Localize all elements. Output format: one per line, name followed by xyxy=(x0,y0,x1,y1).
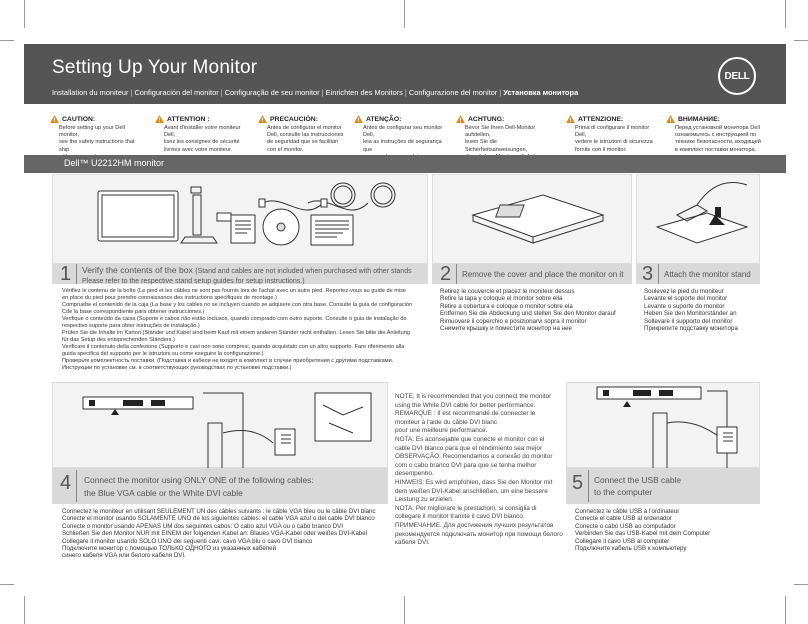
step5-line: Conecte el cable USB al ordenador xyxy=(575,515,672,523)
step-separator xyxy=(76,470,77,502)
step4-title-line1: Connect the monitor using ONLY ONE of the following cables: xyxy=(84,475,314,485)
caution-it xyxy=(566,115,661,154)
crop-mark xyxy=(404,0,405,28)
caution-line: Bevor Sie Ihren Dell-Monitor aufstellen, xyxy=(465,125,536,139)
note-line: collegare il monitor tramite il cavo DVI bianco. xyxy=(395,513,525,521)
caution-label: PRECAUCIÓN: xyxy=(270,115,318,123)
step1-line: respectivo suporte para obter instruções de instalação.) xyxy=(62,323,200,329)
caution-line: livrées avec votre moniteur. xyxy=(164,146,233,153)
note-line: Leistung zu erzielen. xyxy=(395,496,454,504)
step3-text xyxy=(644,288,738,332)
note-line: рекомендуется подключать монитор при помощи белого xyxy=(395,530,563,538)
step2-line: Retire la tapa y coloque el monitor sobre ella xyxy=(440,295,563,303)
note-line: pour une meilleure performance. xyxy=(395,427,488,435)
crop-mark xyxy=(785,596,786,624)
step2-line: Retire a cobertura e coloque o monitor sobre ela xyxy=(440,302,573,310)
caution-line: Prima di configurare il monitor Dell, xyxy=(575,125,650,139)
caution-line: Before setting up your Dell monitor, xyxy=(59,125,125,139)
step4-number: 4 xyxy=(60,472,72,494)
note-line: HINWEIS: Es wird empfohlen, dass Sie den Monitor mit xyxy=(395,478,553,486)
crop-mark xyxy=(404,596,405,624)
step1-line: en place du pied pour prendre connaissance des instructions spécifiques de montage.) xyxy=(62,295,277,301)
caution-line: fornite con il monitor. xyxy=(575,146,627,153)
note-line: desempenho. xyxy=(395,470,434,478)
step2-line: Entfernen Sie die Abdeckung und stellen Sie den Monitor darauf xyxy=(440,310,616,318)
step-separator xyxy=(456,264,457,284)
note-line: кабеля DVI. xyxy=(395,539,430,547)
crop-mark xyxy=(794,40,808,41)
warning-icon xyxy=(456,115,465,123)
step5-line: Conecte o cabo USB ao computador xyxy=(575,522,676,530)
caution-line: vedere le istruzioni di sicurezza xyxy=(575,139,653,146)
warning-icon xyxy=(666,115,675,123)
caution-ru xyxy=(666,115,776,154)
warning-icon xyxy=(155,115,164,123)
step2-line: Retirez le couvercle et placez le moniteur dessus xyxy=(440,288,575,295)
step1-title-note: (Stand and cables are not included when purchased with other stands xyxy=(195,268,412,275)
crop-mark xyxy=(794,584,808,585)
step3-line: Soulevez le pied du moniteur xyxy=(644,288,724,295)
subtitle-pt: Configuração de seu monitor xyxy=(224,88,320,97)
language-subtitles: Installation du moniteur | Configuración del monitor | Configuração de seu monitor | Einrichten des Monitors | Configurazione del monitor | Установка монитора xyxy=(52,88,579,97)
note-line: moniteur à l'aide du câble DVI blanc xyxy=(395,418,498,426)
step1-line: Инструкции по установке см. в соответствующих руководствах по установке подставки.) xyxy=(62,365,292,371)
step3-line: Прикрепите подставку монитора xyxy=(644,325,738,333)
step5-line: Подключите кабель USB к компьютеру xyxy=(575,545,687,553)
caution-line: технике безопасности, входящей xyxy=(675,139,761,146)
step1-line: Prüfen Sie die Inhalte im Karton (Ständer und Kabel sind beim Kauf mit einem anderen Ständer nicht enthalten. Lesen Sie bitte die Anleitung xyxy=(62,330,410,336)
step2-illustration xyxy=(432,174,632,264)
box-contents-illustration xyxy=(53,175,429,265)
caution-label: CAUTION: xyxy=(62,115,96,123)
step2-line: Снимите крышку и поместите монитор на нее xyxy=(440,325,572,333)
warning-icon xyxy=(258,115,267,123)
step4-line: синего кабеля VGA или белого кабеля DVI. xyxy=(62,552,186,560)
step3-illustration xyxy=(636,174,760,264)
step4-illustration xyxy=(52,382,388,468)
note-line: dem weißen DVI-Kabel anschließen, um eine bessere xyxy=(395,487,548,495)
step5-illustration xyxy=(566,382,760,468)
subtitle-de: Einrichten des Monitors xyxy=(325,88,403,97)
subtitle-fr: Installation du moniteur xyxy=(52,88,129,97)
step4-line: Connectez le moniteur en utilisant SEULEMENT UN des câbles suivants : le câble VGA bleu ou le câble DVI blanc xyxy=(62,508,376,515)
step1-illustration xyxy=(52,174,428,264)
caution-line: lesen Sie die Sicherheitsanweisungen, xyxy=(465,139,528,153)
crop-mark xyxy=(24,0,25,28)
caution-line: Antes de configurar el monitor xyxy=(267,125,342,131)
step-separator xyxy=(658,264,659,284)
step1-line: Compruebe el contenido de la caja (La base y los cables no se incluyen cuando se adquiere con otra base. Consulte la guía de configuración xyxy=(62,302,413,308)
step3-line: Heben Sie den Monitorständer an xyxy=(644,310,737,318)
connect-cable-illustration xyxy=(53,383,389,469)
step1-title-main: Verify the contents of the box xyxy=(82,265,193,275)
step2-number: 2 xyxy=(440,263,452,285)
caution-line: leia as instruções de segurança que xyxy=(363,139,442,153)
attach-stand-illustration xyxy=(637,175,761,265)
caution-label: ATTENTION : xyxy=(167,115,210,123)
step5-line: Collegare il cavo USB al computer xyxy=(575,537,670,545)
note-line: using the White DVI cable for better performance. xyxy=(395,401,536,409)
step1-line: guida specifica del supporto per le istruzioni su come eseguire la configurazione.) xyxy=(62,351,264,357)
crop-mark xyxy=(785,0,786,28)
step3-line: Sollevare il supporto del monitor xyxy=(644,317,733,325)
step-separator xyxy=(76,264,77,284)
caution-label: ACHTUNG: xyxy=(468,115,505,123)
note-line: ПРИМЕЧАНИЕ. Для достижения лучших результатов xyxy=(395,521,554,529)
caution-label: ATENÇÃO: xyxy=(366,115,402,123)
step4-line: Conecte o monitor usando APENAS UM dos seguintes cabos: O cabo azul VGA ou o cabo branco DVI xyxy=(62,522,344,530)
caution-line: de seguridad que se facilitan xyxy=(267,139,339,146)
step1-line: Cde la base correspondiente para obtener instrucciones.) xyxy=(62,309,205,315)
subtitle-it: Configurazione del monitor xyxy=(408,88,498,97)
dell-logo xyxy=(718,57,756,95)
step4-line: Schließen Sie den Monitor NUR mit EINEM der folgenden Kabel an: Blaues VGA-Kabel oder weißes DVI-Kabel xyxy=(62,530,368,538)
caution-label: ВНИМАНИЕ: xyxy=(678,115,720,123)
caution-line: Dell, consulte las instrucciones xyxy=(267,132,344,139)
step4-title-line2: the Blue VGA cable or the White DVI cable xyxy=(84,488,243,498)
warning-icon xyxy=(354,115,363,123)
step3-line: Levante el soporte del monitor xyxy=(644,295,728,303)
crop-mark xyxy=(0,40,14,41)
step4-line: Подключите монитор с помощью ТОЛЬКО ОДНОГО из указанных кабелей xyxy=(62,545,277,553)
step5-line: Connectez le câble USB à l'ordinateur xyxy=(575,508,680,515)
logo-text: DELL xyxy=(724,70,750,82)
step5-title-line2: to the computer xyxy=(594,487,653,497)
note-line: com o cabo branco DVI para que se tenha melhor xyxy=(395,461,537,469)
caution-line: con el monitor. xyxy=(267,146,304,153)
warning-icon xyxy=(50,115,59,123)
step2-title: Remove the cover and place the monitor on it xyxy=(462,270,624,279)
step2-line: Rimuovere il coperchio e posizionarvi sopra il monitor xyxy=(440,317,587,325)
note-line: OBSERVAÇÃO: Recomendamos a conexão do monitor xyxy=(395,453,553,461)
caution-line: Перед установкой монитора Dell xyxy=(675,125,760,131)
note-line: NOTA: Es aconsejable que conecte el monitor con el xyxy=(395,435,545,443)
step5-title-line1: Connect the USB cable xyxy=(594,475,682,485)
step1-title xyxy=(82,264,412,286)
step1-line: Проверьте комплектность поставки. (Подставка и кабели не входят в комплект в случае приобретения с другими подставками. xyxy=(62,358,394,364)
caution-line: see the safety instructions that ship xyxy=(59,139,135,153)
caution-es xyxy=(258,115,353,154)
step2-text xyxy=(440,288,616,332)
caution-line: Antes de configurar seu monitor Dell, xyxy=(363,125,443,139)
caution-line: Avant d'installer votre moniteur Dell, xyxy=(164,125,241,139)
step5-text xyxy=(575,508,710,552)
step1-line: Verificare il contenuto della confezione (Supporto e cavi non sono compresi, quando acquistato con un altro supporto. Fare riferimento alla xyxy=(62,344,405,350)
note-line: NOTA: Per migliorare le prestazioni, si consiglia di xyxy=(395,504,537,512)
step4-line: Conecte el monitor usando SOLAMENTE UNO de los siguientes cables: el cable VGA azul o del cable DVI blanco xyxy=(62,515,375,523)
step1-text xyxy=(62,288,412,372)
step1-title-line2: Please refer to the respective stand setup guides for setup instructions.) xyxy=(82,278,305,285)
step1-line: für das Setup des entsprechenden Ständers.) xyxy=(62,337,175,343)
step3-line: Levante o suporte do monitor xyxy=(644,302,725,310)
step-separator xyxy=(588,470,589,502)
step5-title xyxy=(594,474,681,498)
step4-text xyxy=(62,508,376,560)
caution-fr xyxy=(155,115,250,154)
step3-title: Attach the monitor stand xyxy=(664,270,751,279)
step5-number: 5 xyxy=(572,472,584,494)
step3-number: 3 xyxy=(642,263,654,285)
remove-cover-illustration xyxy=(433,175,633,265)
subtitle-es: Configuración del monitor xyxy=(134,88,219,97)
note-text xyxy=(395,393,563,548)
step1-line: Verifique o conteúdo da caixa (Suporte e cabos não estão inclusos, quando comprado com outro suporte. Consulte o guia de instalação do xyxy=(62,316,407,322)
step1-line: Vérifiez le contenu de la boîte (Le pied et les câbles ne sont pas fournis lors de l'achat avec un autre pied. Reportez-vous au guide de mise xyxy=(62,288,407,294)
connect-usb-illustration xyxy=(567,383,761,469)
step1-number: 1 xyxy=(60,263,72,285)
warning-icon xyxy=(566,115,575,123)
step4-line: Collegare il monitor usando SOLO UNO dei seguenti cavi: cavo VGA blu o cavo DVI bianco xyxy=(62,537,313,545)
caution-line: ознакомьтесь с инструкцией по xyxy=(675,132,757,139)
subtitle-ru: Установка монитора xyxy=(503,88,579,97)
page-title: Setting Up Your Monitor xyxy=(52,57,258,78)
model-name: Dell™ U2212HM monitor xyxy=(64,158,165,168)
note-line: REMARQUE : Il est recommandé de connecter le xyxy=(395,410,536,418)
step4-title xyxy=(84,474,314,500)
note-line: NOTE: It is recommended that you connect the monitor xyxy=(395,393,552,400)
caution-line: в комплект поставки монитора. xyxy=(675,146,757,153)
note-line: cable DVI blanco para que el rendimiento sea mejor xyxy=(395,444,543,452)
crop-mark xyxy=(24,596,25,624)
caution-label: ATTENZIONE: xyxy=(578,115,624,123)
caution-line: lisez les consignes de sécurité xyxy=(164,139,240,146)
step5-line: Verbinden Sie das USB-Kabel mit dem Computer xyxy=(575,530,711,538)
crop-mark xyxy=(0,584,14,585)
